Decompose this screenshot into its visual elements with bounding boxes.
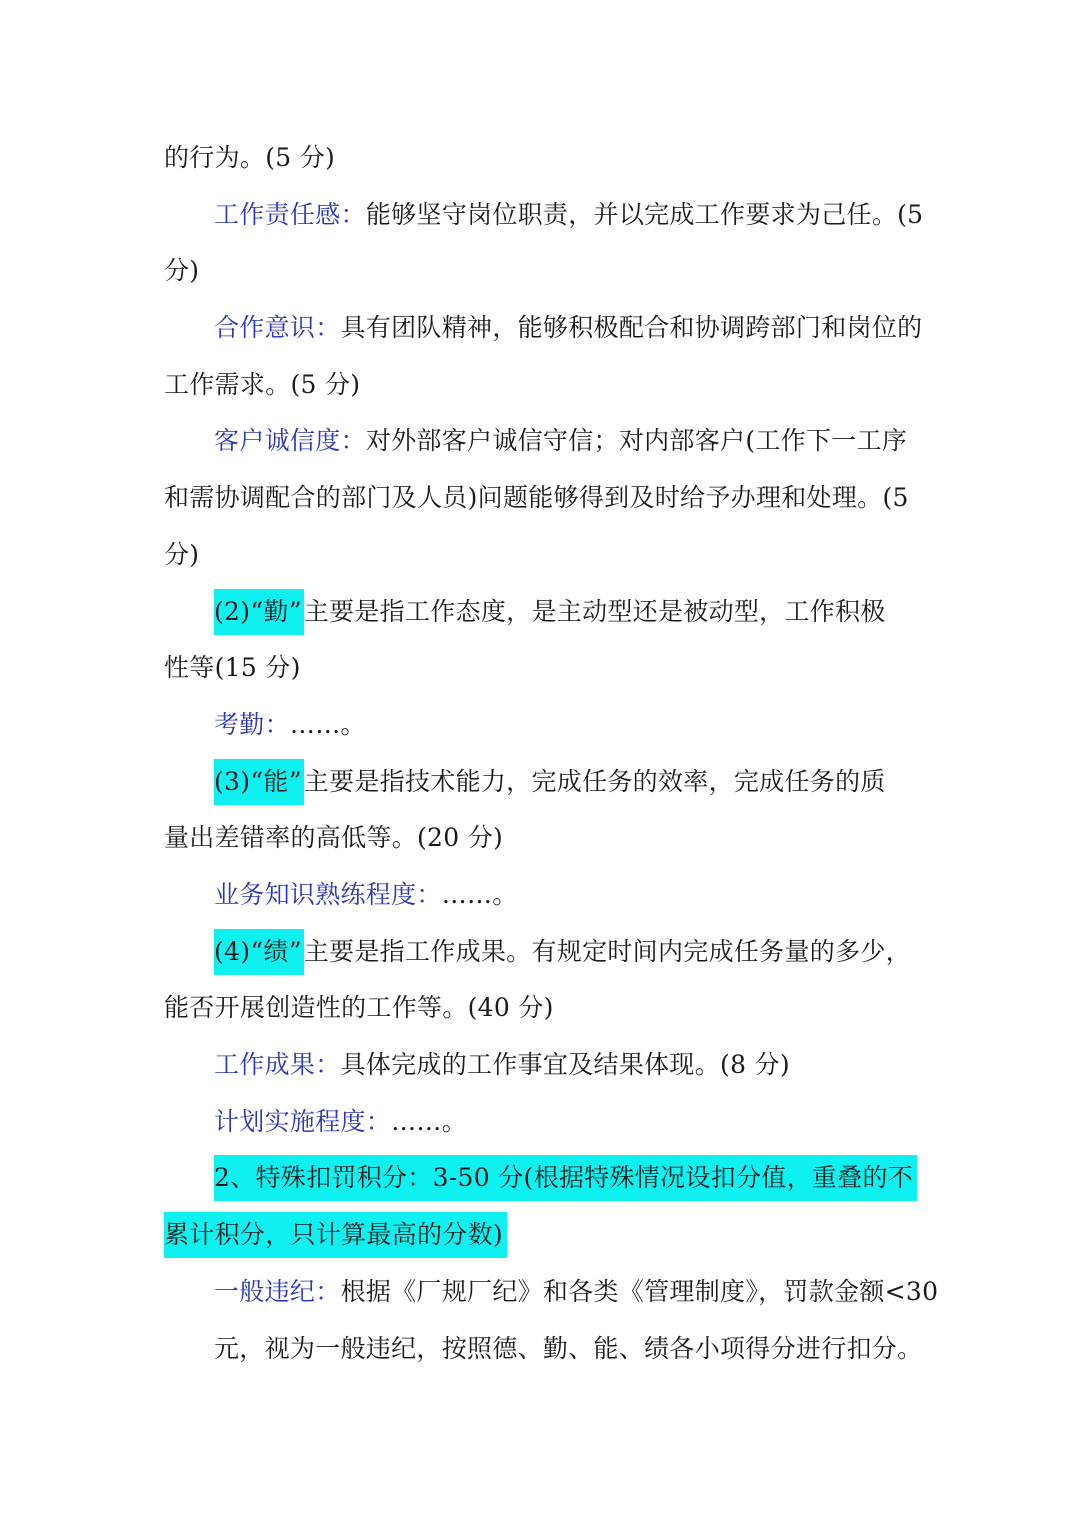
- section-highlight: (4)“绩”: [214, 929, 304, 975]
- text-line-13: [164, 818, 503, 858]
- text-line-10: [164, 648, 301, 688]
- item-label: 业务知识熟练程度：: [214, 880, 442, 909]
- line-text: 根据《厂规厂纪》和各类《管理制度》，罚款金额<30: [340, 1277, 939, 1306]
- item-label: 客户诚信度：: [214, 426, 366, 455]
- text-line-7: [164, 478, 909, 518]
- line-text: 具体完成的工作事宜及结果体现。(8 分): [340, 1050, 790, 1079]
- text-line-19: [214, 1155, 917, 1201]
- line-text: ……。: [289, 710, 366, 739]
- text-line-11: [214, 705, 366, 745]
- text-line-12: [214, 759, 886, 805]
- item-label: 合作意识：: [214, 313, 341, 342]
- item-label: 计划实施程度：: [214, 1107, 392, 1136]
- text-line-22: [214, 1329, 922, 1369]
- text-line-6: [214, 421, 907, 461]
- text-line-15: [214, 929, 911, 975]
- text-line-14: [214, 875, 518, 915]
- line-text: 具有团队精神，能够积极配合和协调跨部门和岗位的: [340, 313, 923, 342]
- line-text: 对外部客户诚信守信；对内部客户(工作下一工序: [365, 426, 908, 455]
- line-text: 的行为。(5 分): [164, 143, 336, 172]
- text-line-18: [214, 1102, 467, 1142]
- item-label: 工作责任感：: [214, 200, 366, 229]
- line-text: 量出差错率的高低等。(20 分): [164, 823, 504, 852]
- section-highlight: 2、特殊扣罚积分：3-50 分(根据特殊情况设扣分值，重叠的不: [214, 1155, 917, 1201]
- text-line-5: [164, 365, 360, 405]
- line-text: ……。: [441, 880, 518, 909]
- text-line-2: [214, 195, 923, 235]
- text-line-21: [214, 1272, 938, 1312]
- line-text: 元，视为一般违纪，按照德、勤、能、绩各小项得分进行扣分。: [214, 1334, 923, 1363]
- text-line-4: [214, 308, 922, 348]
- text-line-20: [164, 1212, 507, 1258]
- text-line-3: [164, 251, 199, 291]
- line-text: 分): [164, 256, 200, 285]
- line-text: 和需协调配合的部门及人员)问题能够得到及时给予办理和处理。(5: [164, 483, 909, 512]
- line-text: 主要是指技术能力，完成任务的效率，完成任务的质: [303, 767, 886, 796]
- item-label: 考勤：: [214, 710, 290, 739]
- line-text: 能够坚守岗位职责，并以完成工作要求为己任。(5: [365, 200, 924, 229]
- text-line-9: [214, 589, 886, 635]
- section-highlight: (3)“能”: [214, 759, 304, 805]
- item-label: 一般违纪：: [214, 1277, 341, 1306]
- text-line-16: [164, 988, 554, 1028]
- line-text: 主要是指工作态度，是主动型还是被动型，工作积极: [303, 597, 886, 626]
- section-highlight: (2)“勤”: [214, 589, 304, 635]
- line-text: ……。: [391, 1107, 468, 1136]
- line-text: 工作需求。(5 分): [164, 370, 361, 399]
- line-text: 性等(15 分): [164, 653, 301, 682]
- text-line-8: [164, 535, 199, 575]
- item-label: 工作成果：: [214, 1050, 341, 1079]
- text-line-1: [164, 138, 335, 178]
- line-text: 分): [164, 540, 200, 569]
- section-highlight: 累计积分，只计算最高的分数): [164, 1212, 507, 1258]
- line-text: 主要是指工作成果。有规定时间内完成任务量的多少，: [303, 937, 911, 966]
- text-line-17: [214, 1045, 790, 1085]
- line-text: 能否开展创造性的工作等。(40 分): [164, 993, 554, 1022]
